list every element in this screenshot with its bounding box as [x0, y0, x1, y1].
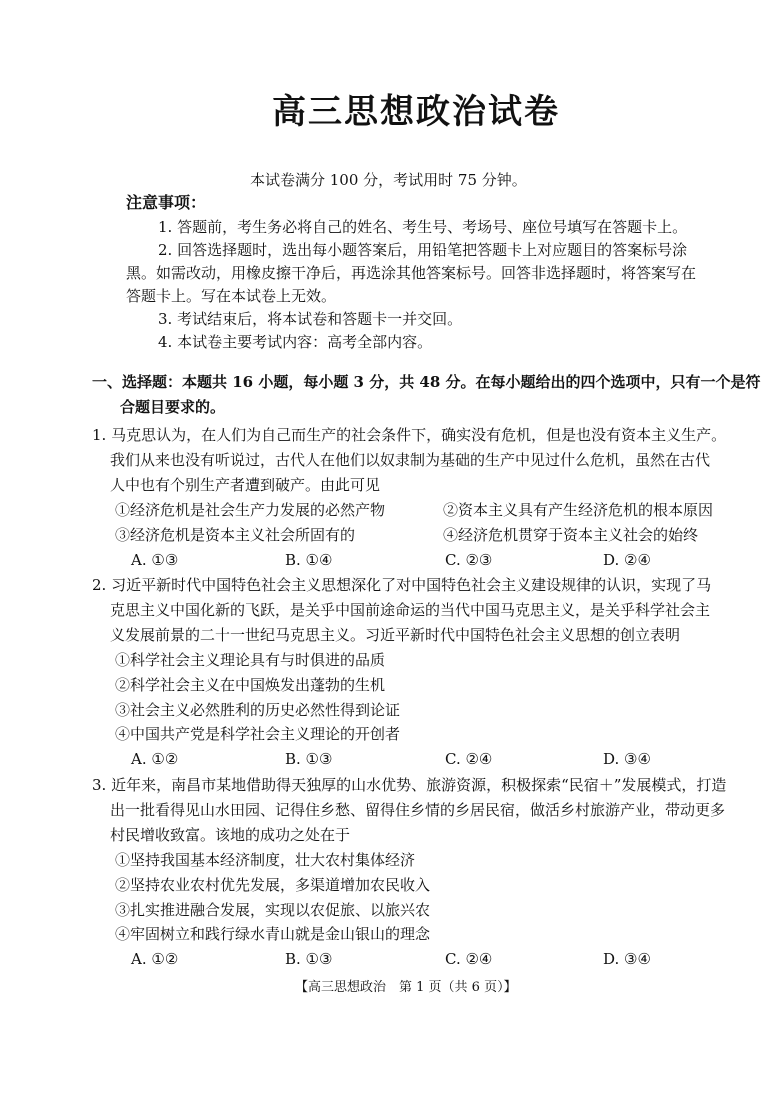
- question-item: ④牢固树立和践行绿水青山就是金山银山的理念: [115, 925, 431, 943]
- question-item: ②科学社会主义在中国焕发出蓬勃的生机: [115, 676, 386, 694]
- question-item: ①坚持我国基本经济制度，壮大农村集体经济: [115, 851, 416, 869]
- question-stem: 2. 习近平新时代中国特色社会主义思想深化了对中国特色社会主义建设规律的认识，实现了马: [92, 576, 712, 594]
- section-heading: 一、选择题：本题共 16 小题，每小题 3 分，共 48 分。在每小题给出的四个选项中，只有一个是符: [92, 373, 761, 391]
- question-stem: 出一批看得见山水田园、记得住乡愁、留得住乡情的乡居民宿，做活乡村旅游产业，带动更多: [110, 801, 726, 819]
- notice-line: 4. 本试卷主要考试内容：高考全部内容。: [158, 333, 433, 351]
- question-item: ②资本主义具有产生经济危机的根本原因: [443, 501, 714, 519]
- question-item: ④经济危机贯穿于资本主义社会的始终: [443, 526, 699, 544]
- option-c: C. ②④: [445, 750, 493, 768]
- question-item: ③扎实推进融合发展，实现以农促旅、以旅兴农: [115, 901, 431, 919]
- question-item: ①科学社会主义理论具有与时俱进的品质: [115, 651, 386, 669]
- question-stem: 我们从来也没有听说过，古代人在他们以奴隶制为基础的生产中见过什么危机，虽然在古代: [110, 451, 711, 469]
- page-footer: 【高三思想政治 第 1 页（共 6 页）】: [295, 980, 517, 995]
- notice-line: 3. 考试结束后，将本试卷和答题卡一并交回。: [158, 310, 463, 328]
- option-a: A. ①②: [131, 950, 179, 968]
- question-item: ③社会主义必然胜利的历史必然性得到论证: [115, 701, 401, 719]
- option-c: C. ②④: [445, 950, 493, 968]
- option-b: B. ①③: [285, 950, 333, 968]
- question-item: ②坚持农业农村优先发展，多渠道增加农民收入: [115, 876, 431, 894]
- question-item: ①经济危机是社会生产力发展的必然产物: [115, 501, 386, 519]
- question-item: ④中国共产党是科学社会主义理论的开创者: [115, 725, 401, 743]
- notice-heading: 注意事项：: [126, 193, 207, 212]
- option-a: A. ①②: [131, 750, 179, 768]
- notice-line: 答题卡上。写在本试卷上无效。: [126, 287, 337, 305]
- option-b: B. ①④: [285, 551, 333, 569]
- notice-line: 1. 答题前，考生务必将自己的姓名、考生号、考场号、座位号填写在答题卡上。: [158, 218, 688, 236]
- question-stem: 1. 马克思认为，在人们为自己而生产的社会条件下，确实没有危机，但是也没有资本主义生产。: [92, 426, 727, 444]
- option-b: B. ①③: [285, 750, 333, 768]
- question-stem: 克思主义中国化新的飞跃，是关乎中国前途命运的当代中国马克思主义，是关乎科学社会主: [110, 601, 711, 619]
- question-stem: 义发展前景的二十一世纪马克思主义。习近平新时代中国特色社会主义思想的创立表明: [110, 626, 681, 644]
- option-d: D. ③④: [603, 950, 651, 968]
- notice-line: 黑。如需改动，用橡皮擦干净后，再选涂其他答案标号。回答非选择题时，将答案写在: [126, 264, 697, 282]
- option-a: A. ①③: [131, 551, 179, 569]
- option-d: D. ③④: [603, 750, 651, 768]
- question-stem: 人中也有个别生产者遭到破产。由此可见: [110, 476, 381, 494]
- option-d: D. ②④: [603, 551, 651, 569]
- exam-subtitle: 本试卷满分 100 分，考试用时 75 分钟。: [250, 171, 527, 189]
- exam-title: 高三思想政治试卷: [272, 92, 560, 132]
- question-item: ③经济危机是资本主义社会所固有的: [115, 526, 356, 544]
- section-heading-cont: 合题目要求的。: [120, 398, 226, 416]
- question-stem: 村民增收致富。该地的成功之处在于: [110, 826, 351, 844]
- question-stem: 3. 近年来，南昌市某地借助得天独厚的山水优势、旅游资源，积极探索“民宿＋”发展模式，打造: [92, 776, 727, 794]
- notice-line: 2. 回答选择题时，选出每小题答案后，用铅笔把答题卡上对应题目的答案标号涂: [158, 241, 688, 259]
- option-c: C. ②③: [445, 551, 493, 569]
